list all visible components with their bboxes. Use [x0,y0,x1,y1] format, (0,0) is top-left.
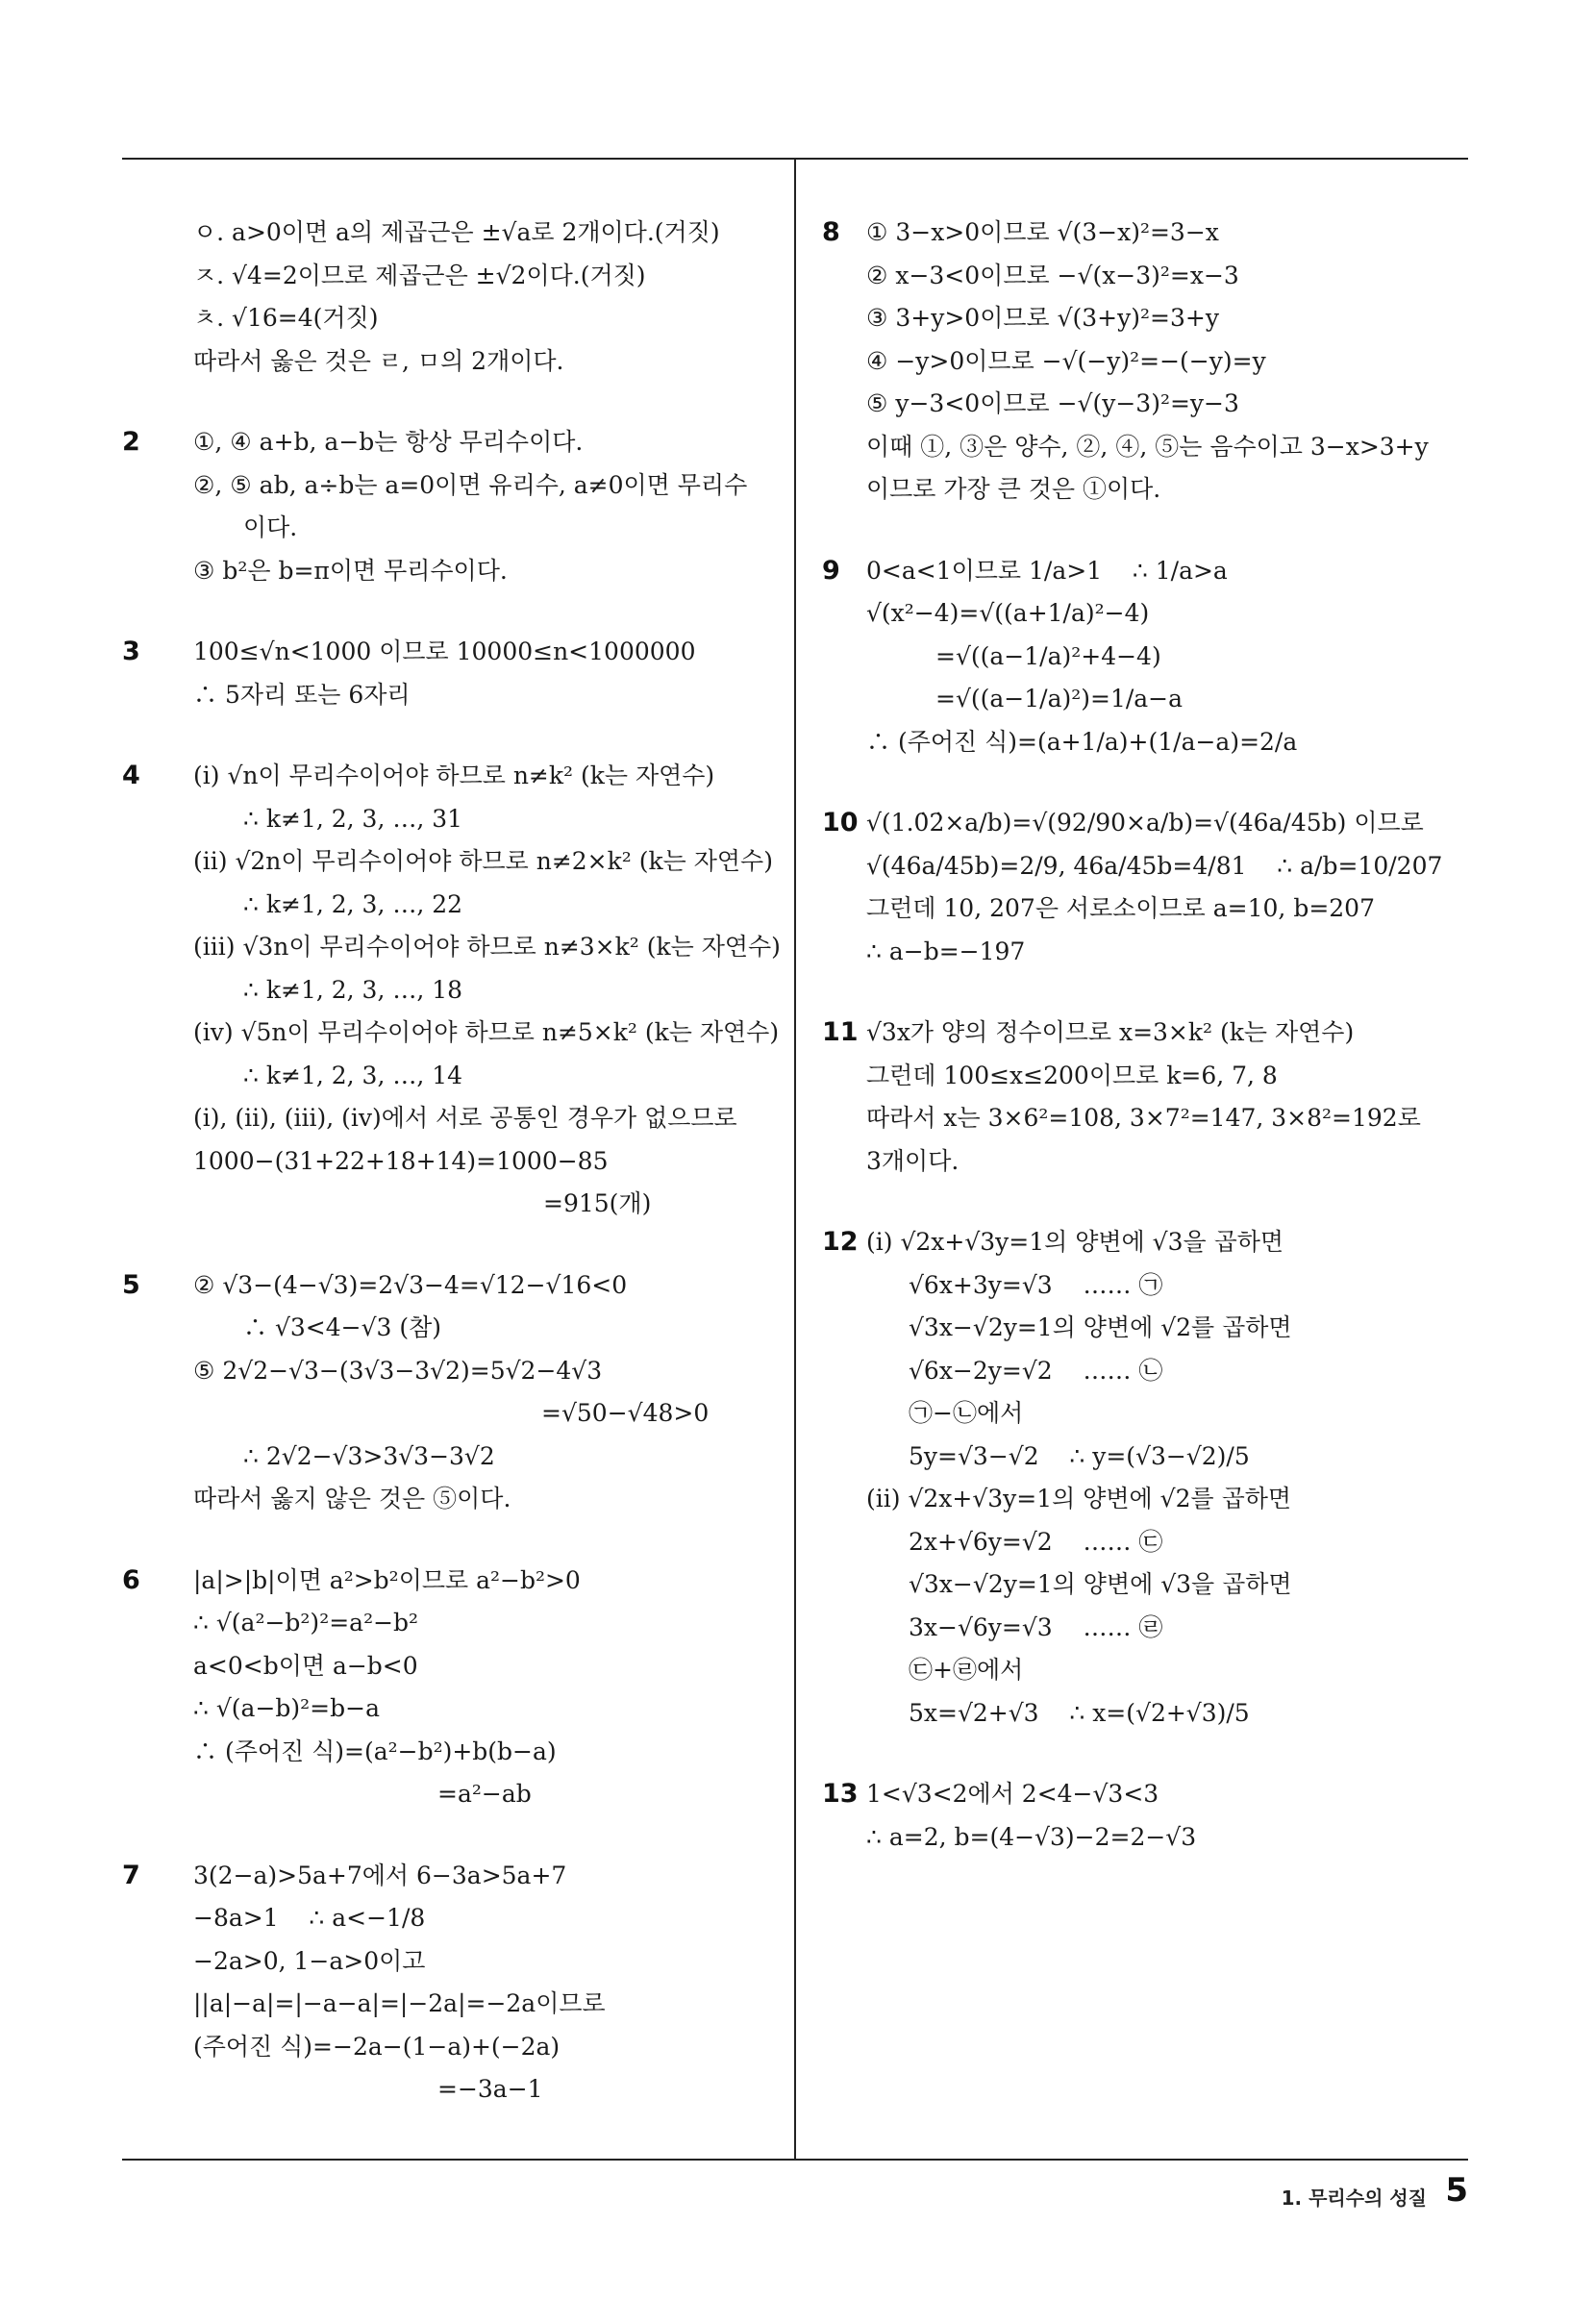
text-line: a<0<b이면 a−b<0 [193,1651,418,1680]
text-line: 0<a<1이므로 1/a>1 ∴ 1/a>a [866,556,1228,585]
solution-6 [122,1560,776,1816]
text-line: √3x가 양의 정수이므로 x=3×k² (k는 자연수) [866,1018,1355,1046]
text-line: 따라서 옳지 않은 것은 ⑤이다. [193,1485,511,1512]
problem-number: 5 [122,1269,140,1300]
text-line: −8a>1 ∴ a<−1/8 [193,1904,426,1932]
text-line: −2a>0, 1−a>0이고 [193,1946,426,1975]
text-line: √6x+3y=√3 …… ㉠ [909,1270,1163,1299]
text-line: ② √3−(4−√3)=2√3−4=√12−√16<0 [193,1270,628,1299]
text-line: (주어진 식)=−2a−(1−a)+(−2a) [193,2032,561,2061]
solution-13 [822,1773,1476,1859]
text-line: 1<√3<2에서 2<4−√3<3 [866,1780,1159,1808]
text-line: √(1.0̇2̇×a/b)=√(92/90×a/b)=√(46a/45b) 이므로 [866,809,1424,837]
text-line: =√50−√48>0 [541,1399,710,1427]
text-line: ④ −y>0이므로 −√(−y)²=−(−y)=y [866,346,1266,375]
text-line: ∴ √(a²−b²)²=a²−b² [193,1609,419,1637]
column-divider [794,158,796,2159]
solution-3 [122,631,776,716]
text-line: (iii) √3n이 무리수이어야 하므로 n≠3×k² (k는 자연수) [193,933,781,961]
text-line: ② x−3<0이므로 −√(x−3)²=x−3 [866,261,1239,289]
text-line: ∴ k≠1, 2, 3, …, 31 [243,804,463,833]
text-line: 이다. [243,513,298,541]
problem-number: 7 [122,1860,140,1890]
text-line: 5y=√3−√2 ∴ y=(√3−√2)/5 [909,1441,1250,1470]
solution-7 [122,1855,776,2112]
text-line: 그런데 100≤x≤200이므로 k=6, 7, 8 [866,1061,1278,1089]
problem-number: 12 [822,1227,859,1257]
text-line: (ii) √2n이 무리수이어야 하므로 n≠2×k² (k는 자연수) [193,847,773,875]
text-line: ∴ (주어진 식)=(a+1/a)+(1/a−a)=2/a [866,727,1298,756]
problem-number: 9 [822,555,840,586]
text-line: ㅈ. √4=2이므로 제곱근은 ±√2이다.(거짓) [193,261,646,289]
problem-number: 8 [822,217,840,247]
solution-4 [122,755,781,1226]
text-line: (i) √n이 무리수이어야 하므로 n≠k² (k는 자연수) [193,762,715,789]
text-line: 그런데 10, 207은 서로소이므로 a=10, b=207 [866,894,1375,922]
text-line: ∴ a−b=−197 [866,937,1026,965]
text-line: ||a|−a|=|−a−a|=|−2a|=−2a이므로 [193,1989,606,2017]
problem-number: 4 [122,761,140,790]
solution-8 [822,212,1476,512]
text-line: ①, ④ a+b, a−b는 항상 무리수이다. [193,428,584,456]
text-line: ②, ⑤ ab, a÷b는 a=0이면 유리수, a≠0이면 무리수 [193,470,748,499]
problem-number: 10 [822,808,859,837]
solution-9 [822,550,1476,764]
text-line: 이므로 가장 큰 것은 ①이다. [866,475,1161,503]
text-line: 이때 ①, ③은 양수, ②, ④, ⑤는 음수이고 3−x>3+y [866,432,1429,461]
solution-1-continued [122,212,776,383]
text-line: ∴ 5자리 또는 6자리 [193,680,411,709]
text-line: 3개이다. [866,1146,959,1175]
solution-11 [822,1012,1476,1183]
footer-section-title: 1. 무리수의 성질 [1281,2187,1427,2210]
text-line: =−3a−1 [437,2075,543,2103]
text-line: √3x−√2y=1의 양변에 √2를 곱하면 [909,1313,1292,1341]
text-line: ⑤ 2√2−√3−(3√3−3√2)=5√2−4√3 [193,1356,603,1385]
text-line: 3x−√6y=√3 …… ㉣ [909,1612,1163,1641]
text-line: =√((a−1/a)²+4−4) [935,641,1161,670]
page-number: 5 [1445,2171,1468,2210]
text-line: (ii) √2x+√3y=1의 양변에 √2를 곱하면 [866,1485,1292,1512]
text-line: 따라서 x는 3×6²=108, 3×7²=147, 3×8²=192로 [866,1104,1421,1132]
text-line: ∴ 2√2−√3>3√3−3√2 [243,1441,495,1470]
text-line: ⑤ y−3<0이므로 −√(y−3)²=y−3 [866,389,1239,417]
text-line: (iv) √5n이 무리수이어야 하므로 n≠5×k² (k는 자연수) [193,1018,780,1046]
problem-number: 3 [122,637,140,666]
bottom-rule [122,2159,1468,2161]
text-line: |a|>|b|이면 a²>b²이므로 a²−b²>0 [193,1565,581,1594]
problem-number: 13 [822,1779,859,1809]
text-line: ㉠−㉡에서 [909,1399,1024,1427]
text-line: ∴ a=2, b=(4−√3)−2=2−√3 [866,1822,1197,1851]
problem-number: 2 [122,427,140,457]
text-line: √6x−2y=√2 …… ㉡ [909,1356,1163,1385]
text-line: ③ 3+y>0이므로 √(3+y)²=3+y [866,304,1219,332]
text-line: =√((a−1/a)²)=1/a−a [935,685,1184,712]
text-line: ∴ √(a−b)²=b−a [193,1694,380,1722]
text-line: ∴ k≠1, 2, 3, …, 22 [243,889,463,918]
text-line: ∴ (주어진 식)=(a²−b²)+b(b−a) [193,1737,557,1765]
text-line: ③ b²은 b=π이면 무리수이다. [193,556,508,585]
solution-10 [822,802,1476,973]
text-line: √3x−√2y=1의 양변에 √3을 곱하면 [909,1570,1292,1598]
problem-number: 11 [822,1017,859,1047]
text-line: √(46a/45b)=2/9, 46a/45b=4/81 ∴ a/b=10/207 [866,851,1443,880]
text-line: =a²−ab [437,1780,532,1808]
text-line: ∴ k≠1, 2, 3, …, 14 [243,1061,463,1089]
text-line: 5x=√2+√3 ∴ x=(√2+√3)/5 [909,1698,1250,1727]
solution-5 [122,1264,776,1521]
solution-12 [822,1221,1476,1735]
right-column [822,212,1476,1897]
text-line: ∴ k≠1, 2, 3, …, 18 [243,975,463,1004]
text-line: (i) √2x+√3y=1의 양변에 √3을 곱하면 [866,1228,1284,1256]
text-line: =915(개) [543,1189,652,1217]
text-line: 3(2−a)>5a+7에서 6−3a>5a+7 [193,1861,567,1889]
left-column [122,212,781,2150]
solution-2 [122,421,776,592]
text-line: √(x²−4)=√((a+1/a)²−4) [866,599,1150,627]
text-line: 100≤√n<1000 이므로 10000≤n<1000000 [193,637,696,665]
text-line: 2x+√6y=√2 …… ㉢ [909,1527,1163,1556]
text-line: 따라서 옳은 것은 ㄹ, ㅁ의 2개이다. [193,346,564,375]
text-line: ㅇ. a>0이면 a의 제곱근은 ±√a로 2개이다.(거짓) [193,218,720,246]
text-line: (i), (ii), (iii), (iv)에서 서로 공통인 경우가 없으므로 [193,1104,737,1132]
text-line: ∴ √3<4−√3 (참) [243,1313,442,1341]
text-line: ㅊ. √16=4(거짓) [193,304,379,332]
text-line: ㉢+㉣에서 [909,1656,1024,1684]
problem-number: 6 [122,1564,140,1595]
text-line: 1000−(31+22+18+14)=1000−85 [193,1146,609,1175]
text-line: ① 3−x>0이므로 √(3−x)²=3−x [866,218,1219,246]
